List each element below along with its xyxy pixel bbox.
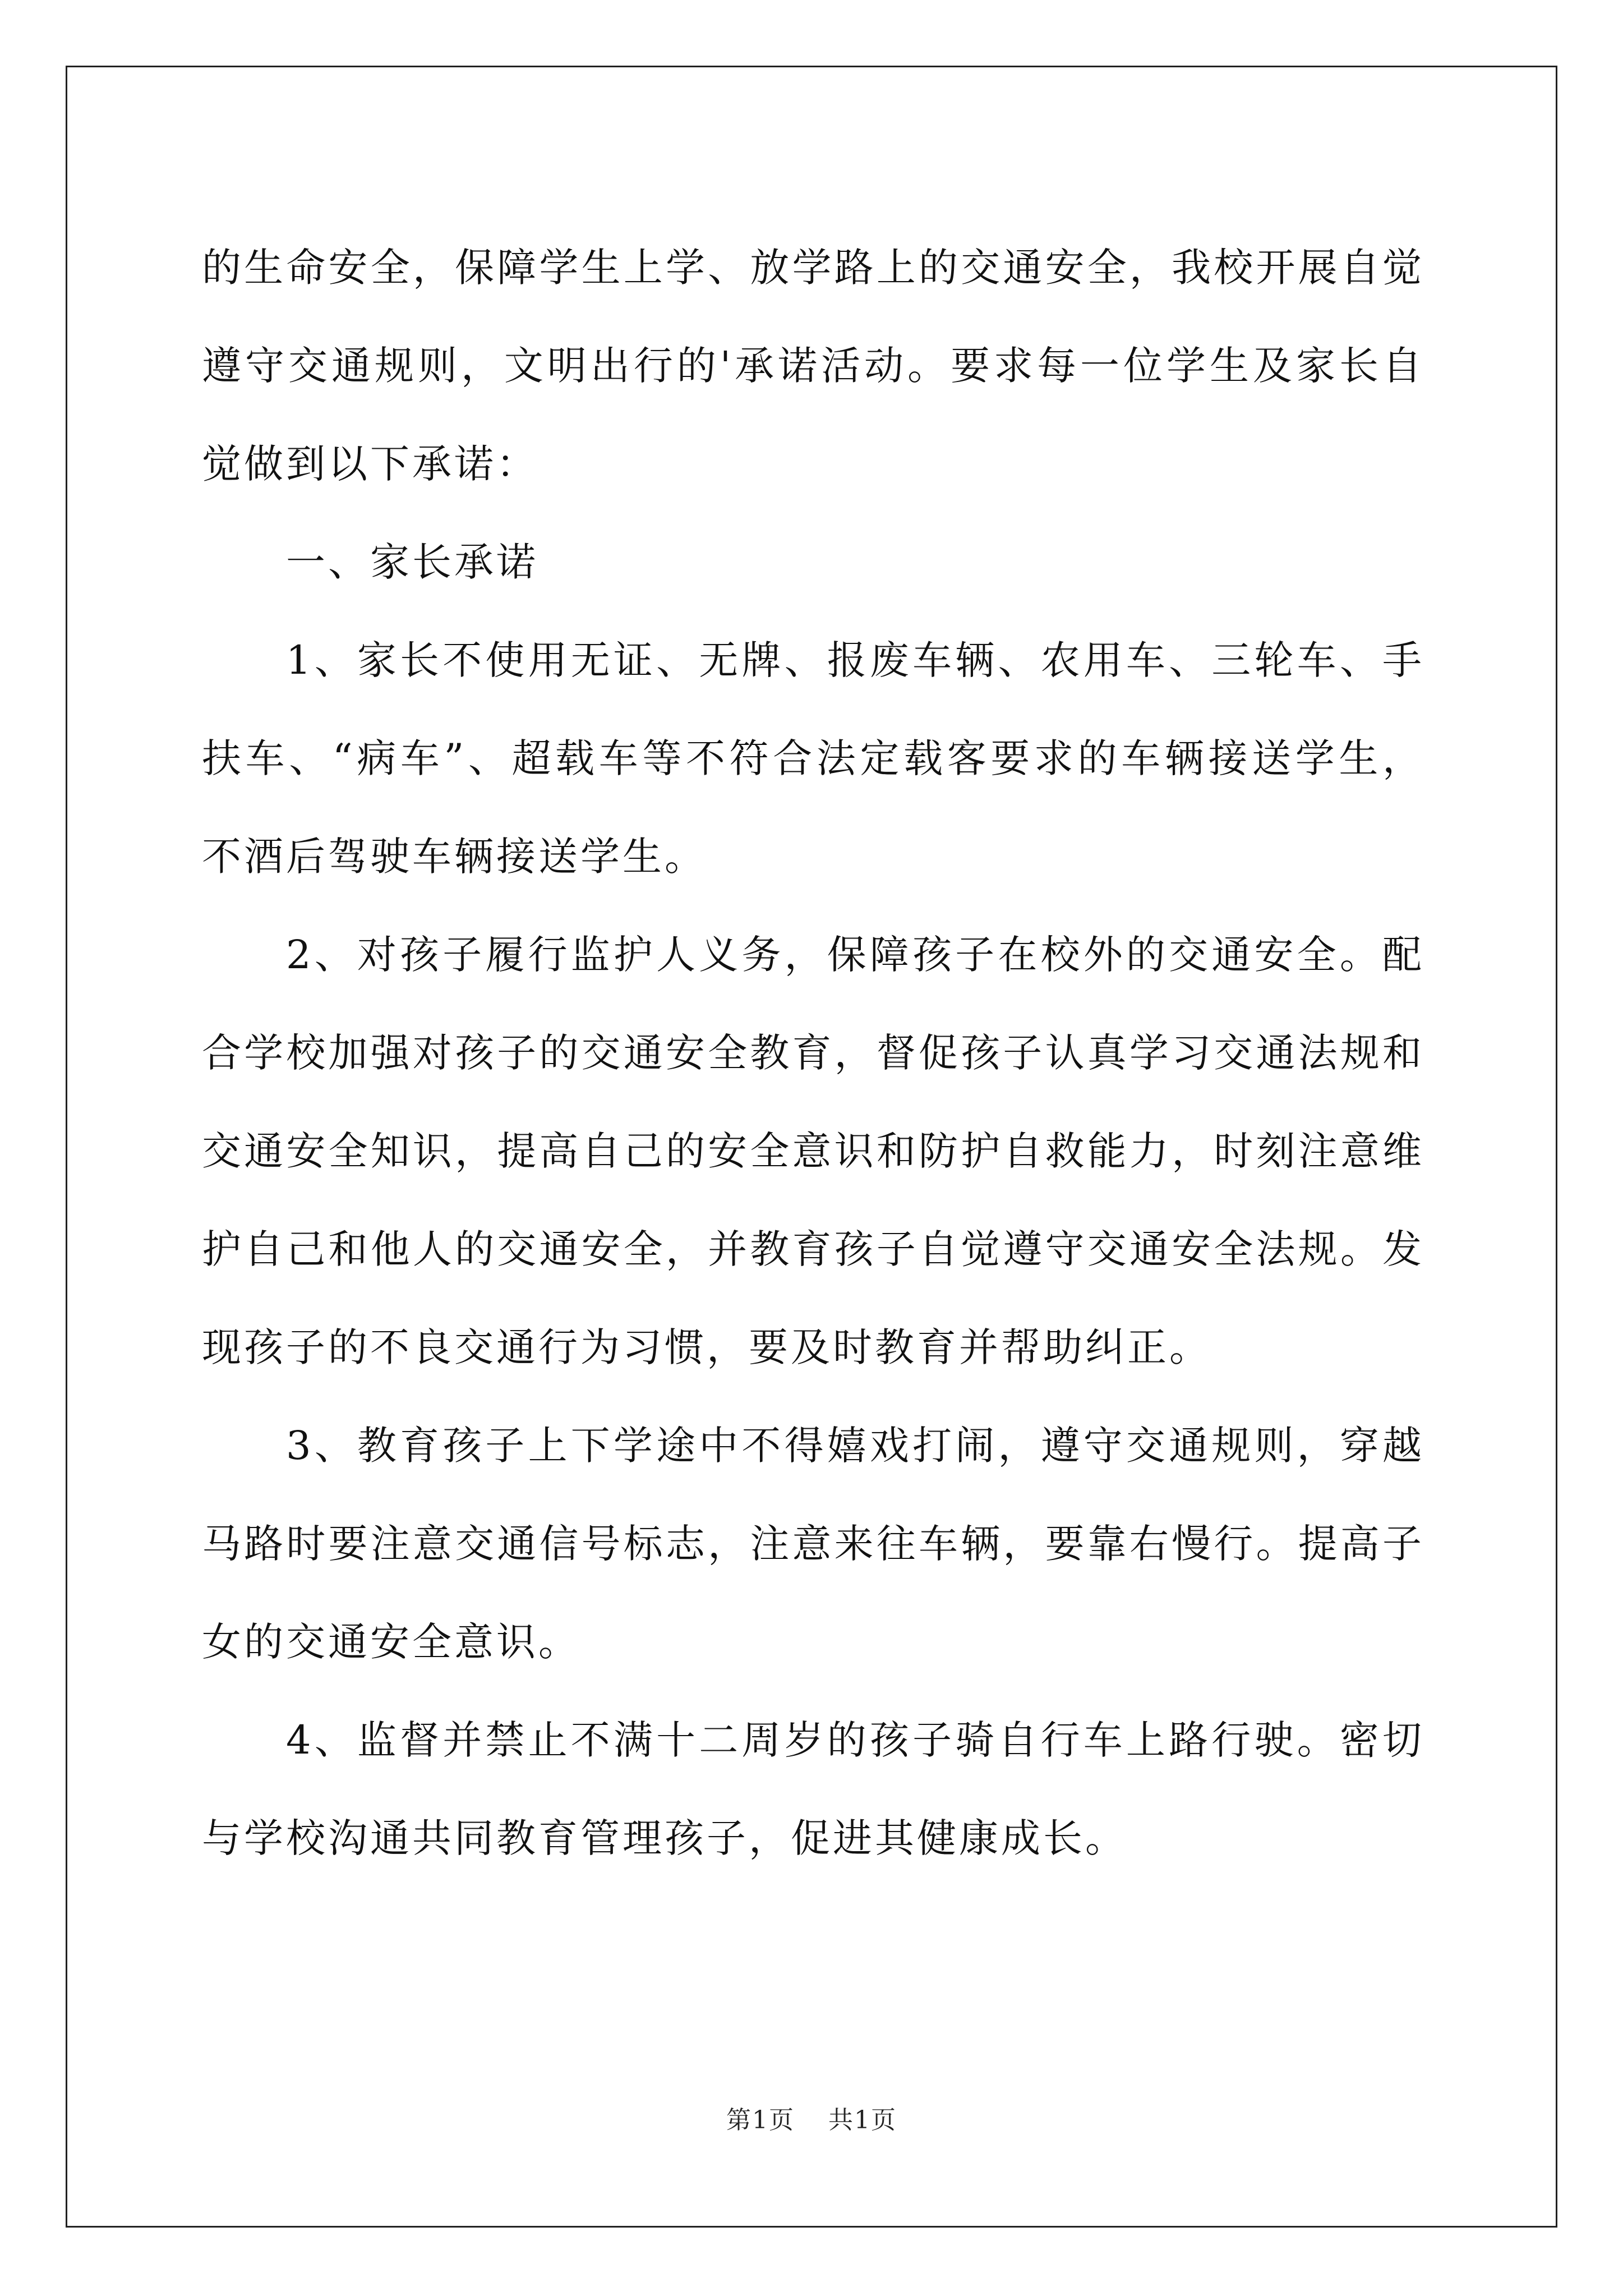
paragraph-item-2: 2、对孩子履行监护人义务，保障孩子在校外的交通安全。配合学校加强对孩子的交通安全教育，督促孩子认真学习交通法规和交通安全知识，提高自己的安全意识和防护自救能力，时刻注意维护自己和他人的交通安全，并教育孩子自觉遵守交通安全法规。发现孩子的不良交通行为习惯，要及时教育并帮助纠正。	[202, 932, 1424, 1370]
document-body	[202, 219, 1424, 1888]
section-heading-parent-promise: 一、家长承诺	[286, 539, 538, 585]
footer-current-page: 第1页	[726, 2106, 795, 2134]
paragraph-item-4: 4、监督并禁止不满十二周岁的孩子骑自行车上路行驶。密切与学校沟通共同教育管理孩子，促进其健康成长。	[202, 1717, 1424, 1861]
paragraph-intro: 的生命安全，保障学生上学、放学路上的交通安全，我校开展自觉遵守交通规则，文明出行的'承诺活动。要求每一位学生及家长自觉做到以下承诺：	[202, 245, 1424, 487]
footer-total-pages: 共1页	[828, 2106, 897, 2134]
paragraph-item-3: 3、教育孩子上下学途中不得嬉戏打闹，遵守交通规则，穿越马路时要注意交通信号标志，注意来往车辆，要靠右慢行。提高子女的交通安全意识。	[202, 1423, 1424, 1665]
paragraph-item-1: 1、家长不使用无证、无牌、报废车辆、农用车、三轮车、手扶车、“病车”、超载车等不符合法定载客要求的车辆接送学生，不酒后驾驶车辆接送学生。	[202, 637, 1424, 880]
page-footer	[0, 2104, 1623, 2137]
